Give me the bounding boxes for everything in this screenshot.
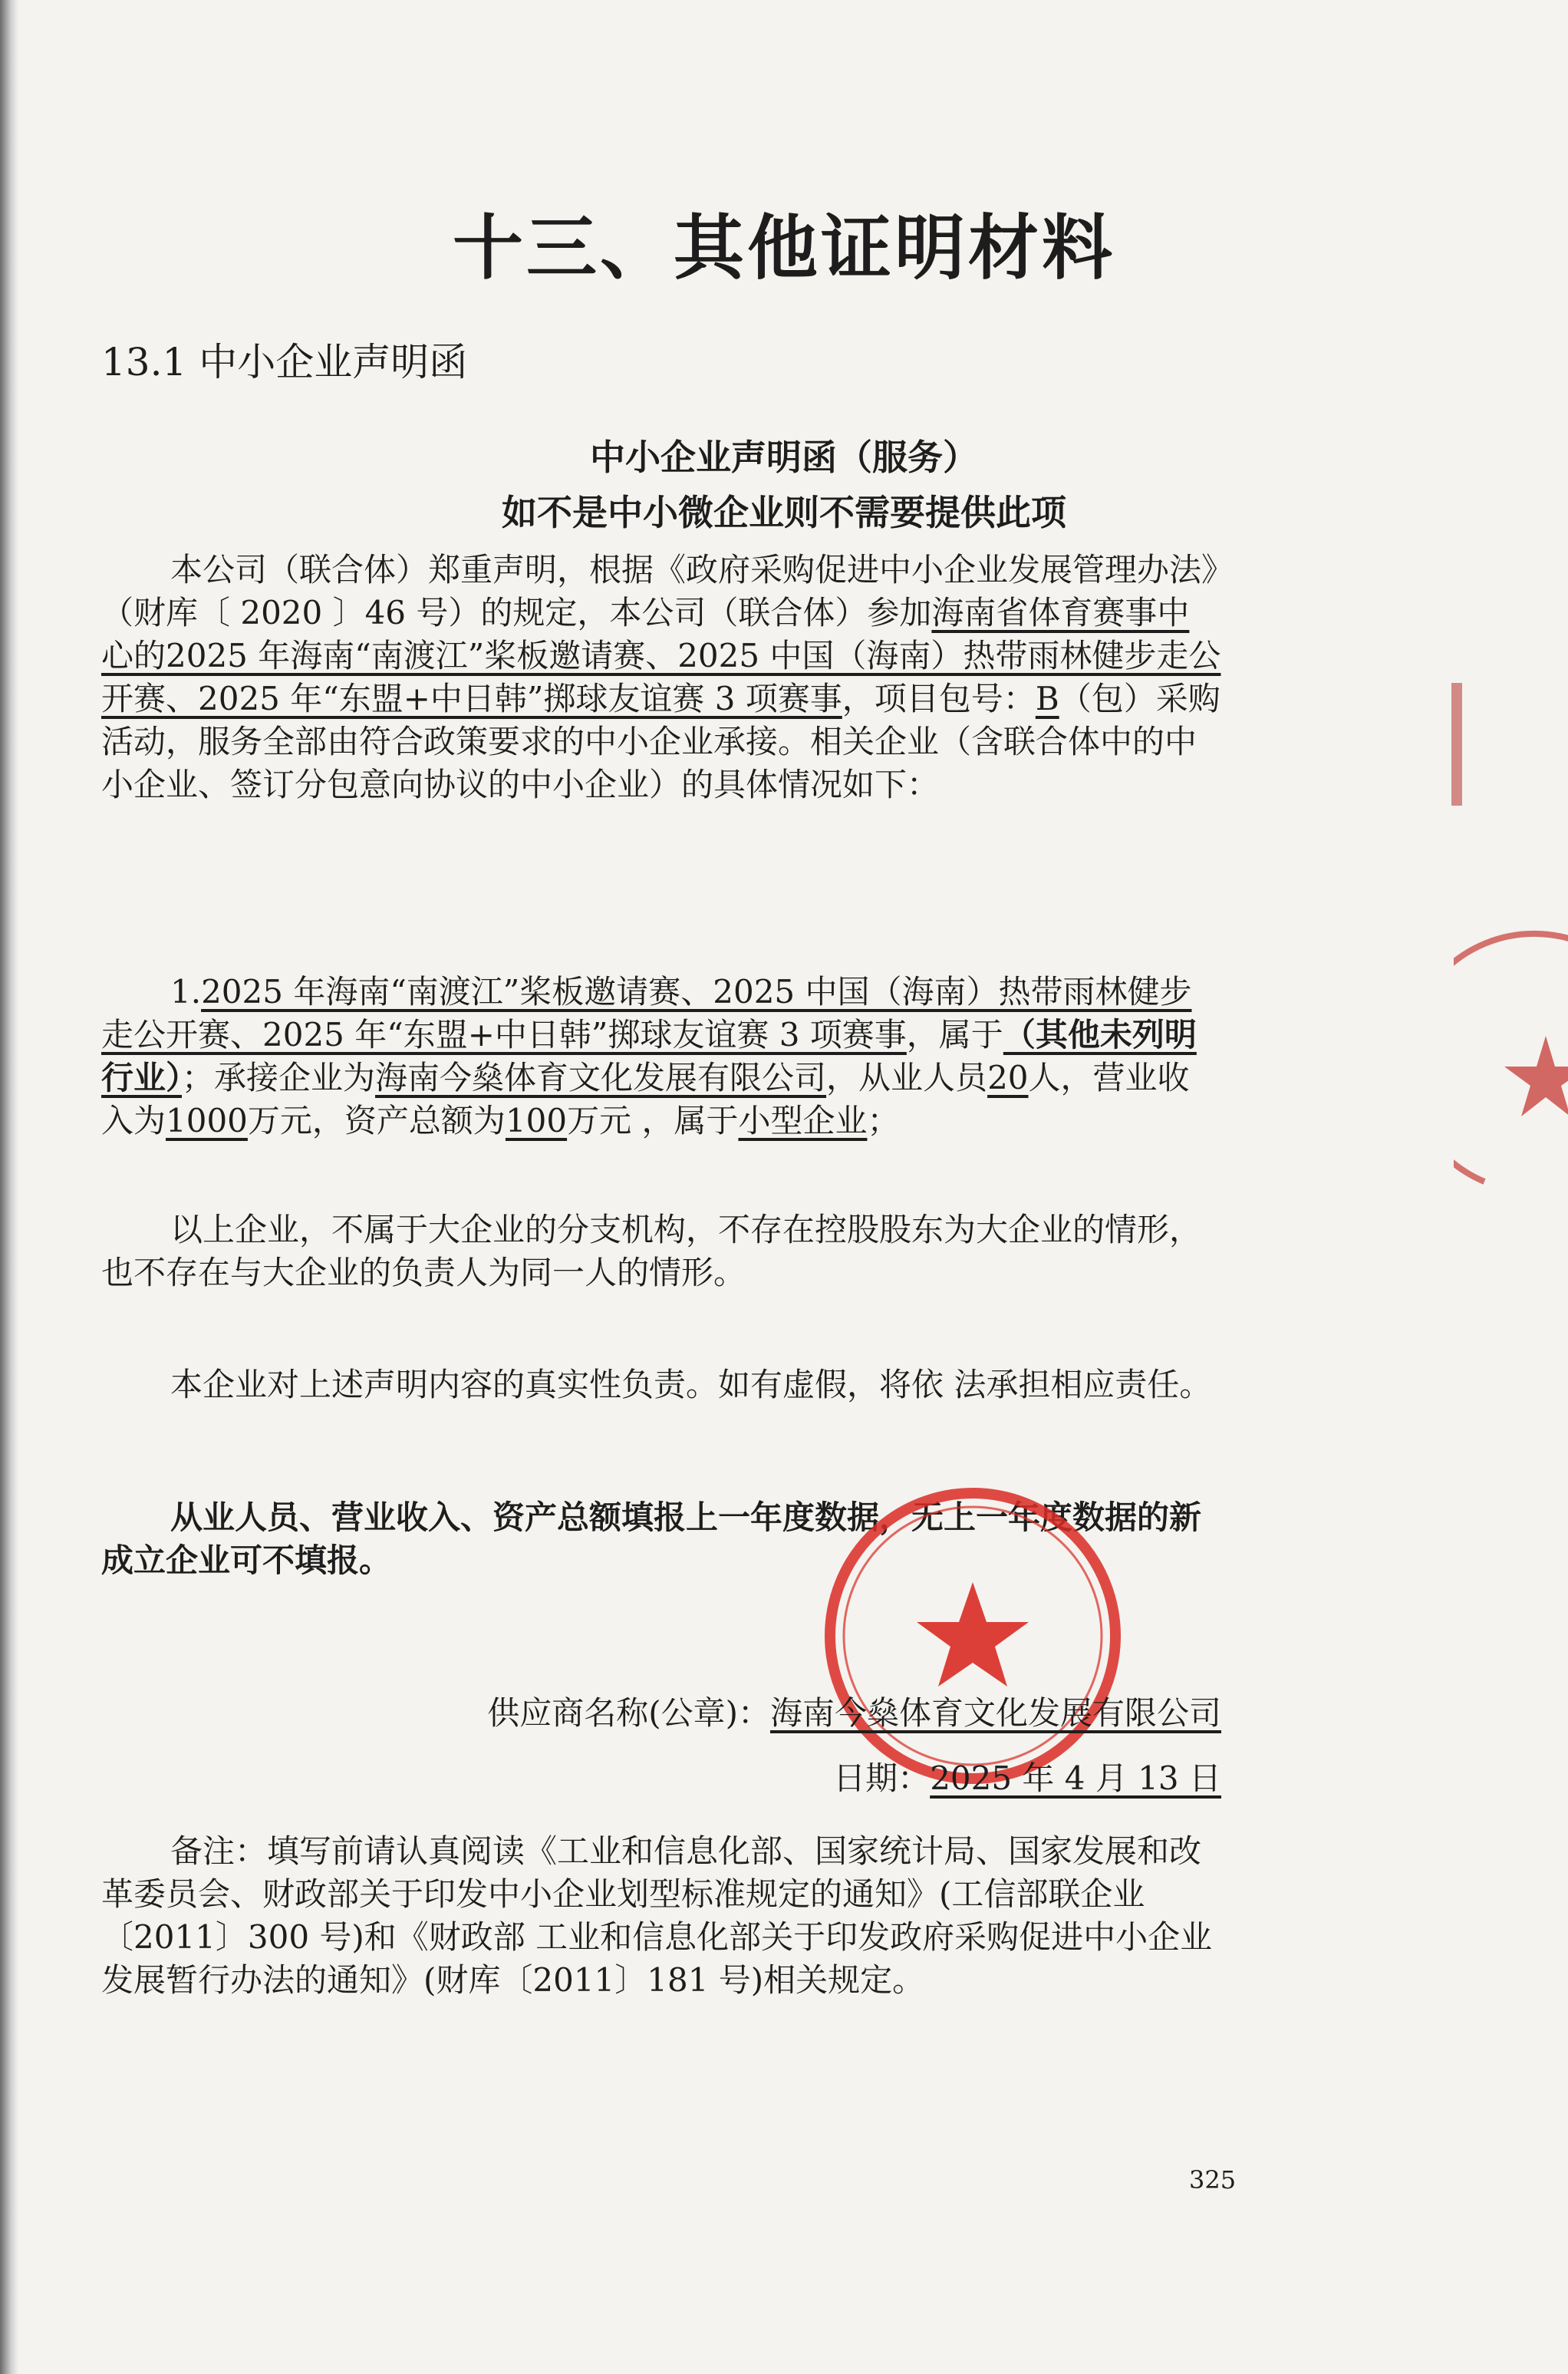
supplier-line	[0, 1692, 1221, 1735]
industry: （其他未列明行业）	[101, 1016, 1197, 1096]
page-title: 十三、其他证明材料	[452, 206, 1115, 289]
enterprise-type: 小型企业	[738, 1102, 868, 1139]
supplier-name: 海南今燊体育文化发展有限公司	[769, 1694, 1221, 1732]
revenue: 1000	[166, 1102, 248, 1139]
clause-branch: 以上企业，不属于大企业的分支机构，不存在控股股东为大企业的情形，也不存在与大企业的负责人为同一人的情形。	[101, 1211, 1202, 1291]
project-name: 2025 年海南“南渡江”桨板邀请赛、2025 中国（海南）热带雨林健步走公开赛、2025 年“东盟+中日韩”掷球友谊赛 3 项赛事	[101, 637, 1221, 717]
package-number: B	[1035, 680, 1059, 717]
date-value: 2025 年 4 月 13 日	[930, 1759, 1221, 1797]
scan-edge	[0, 0, 18, 2374]
partial-seal-mark	[1454, 921, 1568, 1212]
staff-unit: 人，营业收入为	[101, 1059, 1190, 1139]
date-line	[0, 1757, 1221, 1800]
page-number: 325	[1189, 2165, 1237, 2194]
intro-paragraph	[101, 549, 1221, 806]
intro-text-1: 本公司（联合体）郑重声明，根据《政府采购促进中小企业发展管理办法》（财库〔 2020 〕46 号）的规定，本公司（联合体）参加	[101, 551, 1218, 631]
contractor-label: ；承接企业为	[182, 1059, 376, 1096]
remark: 备注：填写前请认真阅读《工业和信息化部、国家统计局、国家发展和改革委员会、财政部关于印发中小企业划型标准规定的通知》(工信部联企业〔2011〕300 号)和《财政部 工业和信息化部关于印发政府采购促进中小企业发展暂行办法的通知》(财库〔2011〕181 号)相关规定。	[101, 1832, 1213, 1999]
letter-subtitle: 如不是中小微企业则不需要提供此项	[502, 492, 1066, 533]
assets-unit: 万元 ，属于	[567, 1102, 739, 1139]
company-seal	[819, 1482, 1126, 1789]
revenue-unit: 万元，资产总额为	[247, 1102, 506, 1139]
intro-text-2: （包）采购活动，服务全部由符合政策要求的中小企业承接。相关企业（含联合体中的中小企业、签订分包意向协议的中小企业）的具体情况如下：	[101, 680, 1220, 803]
staff-count: 20	[987, 1059, 1029, 1096]
assets: 100	[505, 1102, 568, 1139]
belongs-label: ，属于	[906, 1016, 1003, 1053]
clause-responsibility: 本企业对上述声明内容的真实性负责。如有虚假，将依 法承担相应责任。	[170, 1366, 1212, 1403]
section-title: 13.1 中小企业声明函	[101, 340, 468, 384]
bold-note: 从业人员、营业收入、资产总额填报上一年度数据，无上一年度数据的新成立企业可不填报。	[101, 1499, 1202, 1579]
package-label: ，项目包号：	[842, 680, 1036, 717]
purchaser-name: 海南省体育赛事中心的	[101, 594, 1190, 674]
item-number: 1.	[170, 973, 202, 1011]
enterprise-item	[101, 971, 1221, 1142]
letter-title: 中小企业声明函（服务）	[590, 437, 978, 478]
contractor-name: 海南今燊体育文化发展有限公司	[375, 1059, 827, 1096]
supplier-label: 供应商名称(公章)：	[487, 1694, 770, 1732]
staff-label: ，从业人员	[826, 1059, 988, 1096]
item-end: ；	[867, 1102, 900, 1139]
item-project: 2025 年海南“南渡江”桨板邀请赛、2025 中国（海南）热带雨林健步走公开赛、2025 年“东盟+中日韩”掷球友谊赛 3 项赛事	[101, 973, 1192, 1053]
binding-mark	[1451, 683, 1462, 806]
date-label: 日期：	[833, 1759, 931, 1797]
